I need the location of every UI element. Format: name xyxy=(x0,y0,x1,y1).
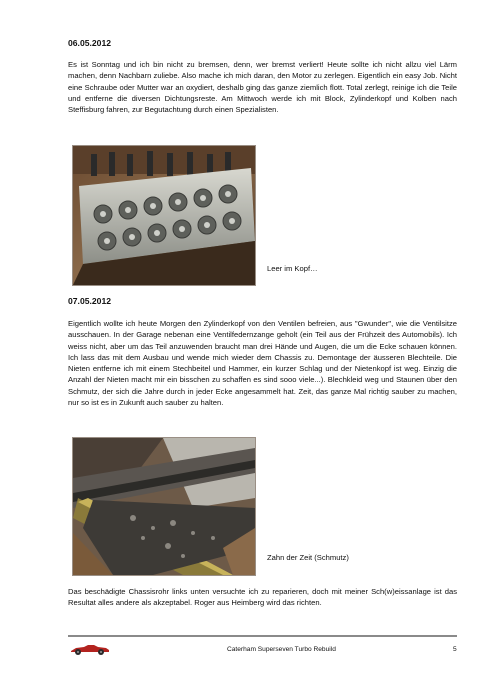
photo-caption-2: Zahn der Zeit (Schmutz) xyxy=(267,553,349,562)
closing-paragraph: Das beschädigte Chassisrohr links unten versuchte ich zu reparieren, doch mit meiner Sch(w)eissanlage ist das Resultat alles andere als akzeptabel. Roger aus Heimberg wird das richten. xyxy=(68,587,457,608)
cylinder-head-photo xyxy=(72,145,256,286)
chassis-dirt-photo xyxy=(72,437,256,576)
entry-paragraph-2: Eigentlich wollte ich heute Morgen den Zylinderkopf von den Ventilen befreien, aus "Gwunder", wie die Ventilsitze ausschauen. In der Garage nebenan eine Ventilfedernzange geholt (ein Teil aus der Frühzeit des Automobils). Ich weiss nicht, aber um das Teil anzuwenden braucht man drei Hände und Augen, die um die Ecke schauen können. Ich lass das mit dem Ausbau und wende mich wieder dem Chassis zu. Demontage der äusseren Blechteile. Die Nieten entferne ich mit einem Stechbeitel und Hammer, ein kurzer Schlag und der Nietenkopf ist weg. Einzig die Anzahl der Nieten macht mir ein bisschen zu schaffen es sind sooo viele...). Blechkleid weg und Staunen über den Schmutz, der sich die Jahre durch in jeder Ecke angesammelt hat. Zeit, das ganze Mal richtig sauber zu machen, nur so ist es in Zukunft auch sauber zu halten. xyxy=(68,319,457,407)
page-number: 5 xyxy=(453,646,457,653)
car-logo-icon xyxy=(70,642,110,661)
entry-date-2: 07.05.2012 xyxy=(68,296,112,306)
footer-divider xyxy=(68,635,457,637)
footer-title: Caterham Superseven Turbo Rebuild xyxy=(227,646,336,653)
entry-date-1: 06.05.2012 xyxy=(68,38,112,48)
entry-paragraph-1: Es ist Sonntag und ich bin nicht zu bremsen, denn, wer bremst verliert! Heute sollte ich nicht allzu viel Lärm machen, denn Nachbarn zuliebe. Also mache ich mich daran, den Motor zu zerlegen. Eigentlich ein easy Job. Nicht eine Schraube oder Mutter war an oxydiert, deshalb ging das ganze ziemlich flott. Total zerlegt, reinige ich die Teile und entferne die diversen Dichtungsreste. Am Mittwoch werde ich mit Block, Zylinderkopf und Kolben nach Steffisburg fahren, zur Begutachtung durch einen Spezialisten. xyxy=(68,60,457,114)
photo-caption-1: Leer im Kopf… xyxy=(267,264,318,273)
